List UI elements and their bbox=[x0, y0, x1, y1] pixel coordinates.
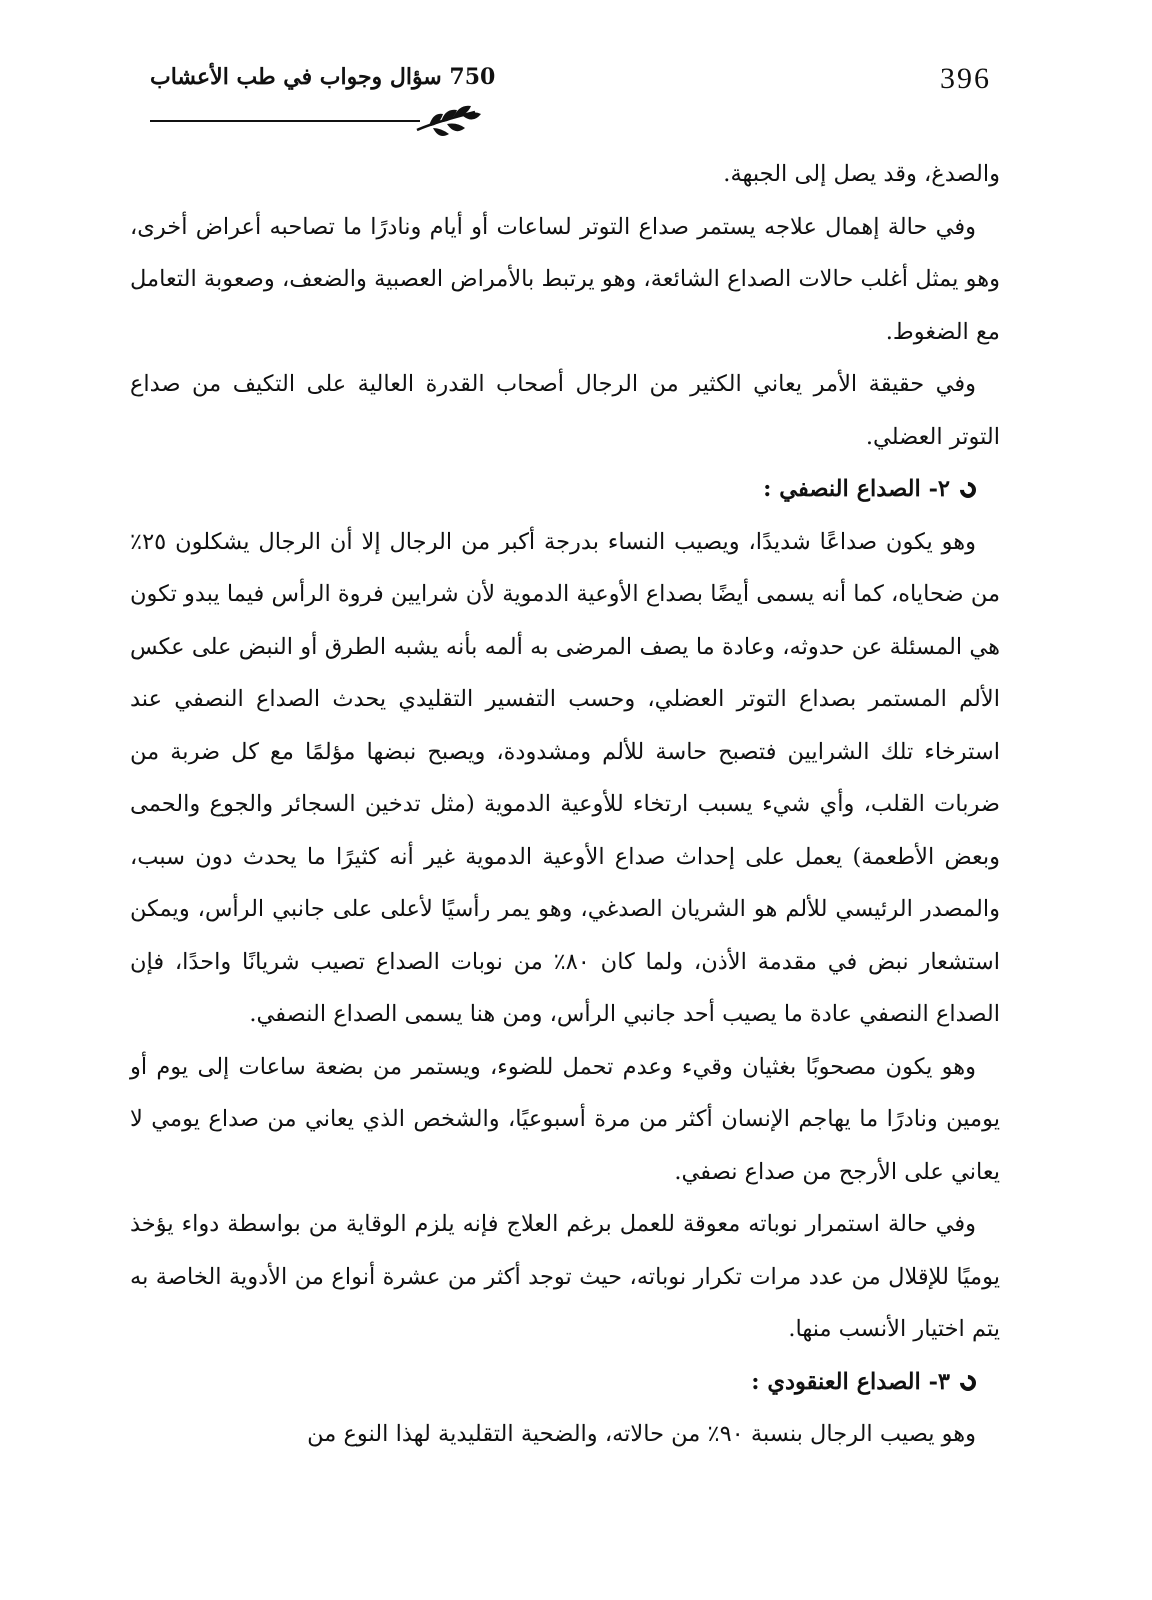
section-heading-cluster bbox=[130, 1356, 1000, 1409]
section-heading-text: ٣- الصداع العنقودي : bbox=[751, 1368, 950, 1395]
paragraph: وفي حالة إهمال علاجه يستمر صداع التوتر لساعات أو أيام ونادرًا ما تصاحبه أعراض أخرى، وهو يمثل أغلب حالات الصداع الشائعة، وهو يرتبط بالأمراض العصبية والضعف، وصعوبة التعامل مع الضغوط. bbox=[130, 213, 1000, 345]
running-header bbox=[150, 58, 991, 128]
paragraph: وهو يكون مصحوبًا بغثيان وقيء وعدم تحمل للضوء، ويستمر من بضعة ساعات إلى يوم أو يومين ونادرًا ما يهاجم الإنسان أكثر من مرة أسبوعيًا، والشخص الذي يعاني من صداع يومي لا يعاني على الأرجح من صداع نصفي. bbox=[130, 1053, 1000, 1185]
leaf-ornament-icon bbox=[415, 102, 485, 142]
section-heading-migraine bbox=[130, 463, 1000, 516]
paragraph: وهو يكون صداعًا شديدًا، ويصيب النساء بدرجة أكبر من الرجال إلا أن الرجال يشكلون ٢٥٪ من ضحاياه، كما أنه يسمى أيضًا بصداع الأوعية الدموية لأن شرايين فروة الرأس فيما يبدو تكون هي المسئلة عن حدوثه، وعادة ما يصف المرضى به ألمه بأنه يشبه الطرق أو النبض على عكس الألم المستمر بصداع التوتر العضلي، وحسب التفسير التقليدي يحدث الصداع النصفي عند استرخاء تلك الشرايين فتصبح حاسة للألم ومشدودة، ويصبح نبضها مؤلمًا مع كل ضربة من ضربات القلب، وأي شيء يسبب ارتخاء للأوعية الدموية (مثل تدخين السجائر والجوع والحمى وبعض الأطعمة) يعمل على إحداث صداع الأوعية الدموية غير أنه كثيرًا ما يحدث دون سبب، والمصدر الرئيسي للألم هو الشريان الصدغي، وهو يمر رأسيًا لأعلى على جانبي الرأس، ويمكن استشعار نبض في مقدمة الأذن، ولما كان ٨٠٪ من نوبات الصداع تصيب شريانًا واحدًا، فإن الصداع النصفي عادة ما يصيب أحد جانبي الرأس، ومن هنا يسمى الصداع النصفي. bbox=[130, 528, 1000, 1027]
paragraph: وفي حقيقة الأمر يعاني الكثير من الرجال أصحاب القدرة العالية على التكيف من صداع التوتر العضلي. bbox=[130, 371, 1000, 450]
book-title: 750 سؤال وجواب في طب الأعشاب bbox=[150, 64, 496, 90]
section-heading-text: ٢- الصداع النصفي : bbox=[763, 476, 950, 502]
page-body bbox=[130, 148, 1000, 1461]
bullet-icon bbox=[957, 1371, 980, 1394]
paragraph: وهو يصيب الرجال بنسبة ٩٠٪ من حالاته، والضحية التقليدية لهذا النوع من bbox=[307, 1421, 976, 1447]
header-rule bbox=[150, 120, 420, 122]
paragraph-continuation: والصدغ، وقد يصل إلى الجبهة. bbox=[723, 161, 1000, 187]
paragraph: وفي حالة استمرار نوباته معوقة للعمل برغم العلاج فإنه يلزم الوقاية من بواسطة دواء يؤخذ يوميًا للإقلال من عدد مرات تكرار نوباته، حيث توجد أكثر من عشرة أنواع من الأدوية الخاصة به يتم اختيار الأنسب منها. bbox=[130, 1211, 1000, 1342]
page-number: 396 bbox=[940, 62, 991, 95]
bullet-icon bbox=[957, 479, 980, 502]
